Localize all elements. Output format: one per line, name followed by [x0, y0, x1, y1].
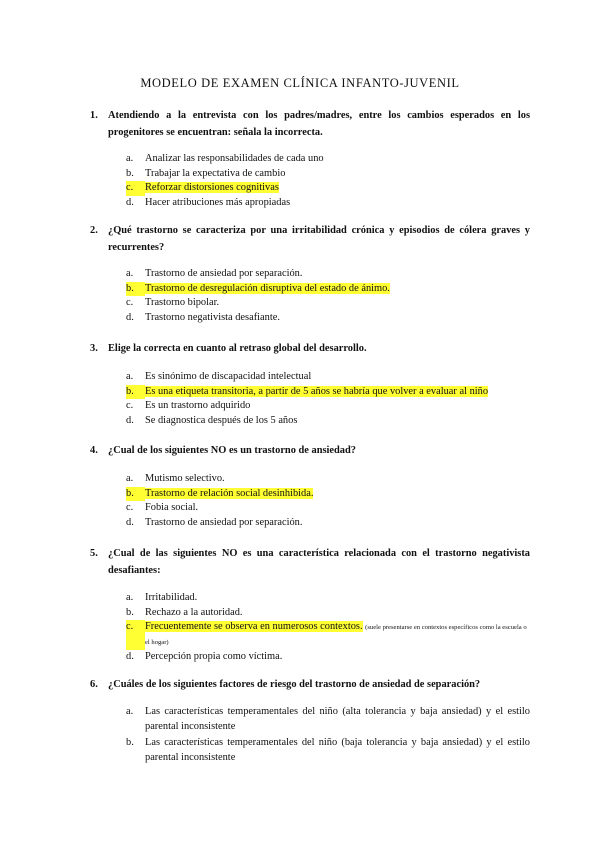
option-b [90, 487, 530, 502]
option-letter: d. [126, 414, 134, 426]
option-text: Hacer atribuciones más apropiadas [145, 196, 291, 208]
option-letter: a. [126, 371, 134, 382]
option-text: Se diagnostica después de los 5 años [145, 414, 298, 426]
option-b [90, 736, 530, 765]
option-letter: a. [126, 706, 134, 717]
option-letter: b. [126, 606, 134, 618]
question-number: 5. [90, 548, 98, 559]
option-text: Es sinónimo de discapacidad intelectual [145, 371, 312, 382]
option-letter: b. [126, 385, 145, 400]
option-c [90, 296, 530, 311]
answer-note: (suele presentarse en contextos específicos como la escuela o el hogar) [145, 624, 527, 647]
option-letter: c. [126, 620, 145, 650]
option-text: Trabajar la expectativa de cambio [145, 167, 286, 179]
highlighted-answer: Reforzar distorsiones cognitivas [145, 182, 279, 194]
option-text: Mutismo selectivo. [145, 473, 225, 484]
option-d [90, 311, 530, 326]
option-d [90, 516, 530, 531]
option-text: Las características temperamentales del niño (baja tolerancia y baja ansiedad) y el estilo parental inconsistente [145, 737, 530, 763]
option-letter: c. [126, 181, 145, 196]
option-d [90, 196, 530, 211]
option-letter: b. [126, 487, 145, 502]
question-text: ¿Qué trastorno se caracteriza por una irritabilidad crónica y episodios de cólera graves y recurrentes? [108, 225, 530, 253]
option-letter: a. [126, 268, 134, 279]
option-letter: c. [126, 297, 134, 309]
highlighted-answer: Trastorno de desregulación disruptiva del estado de ánimo. [145, 282, 390, 294]
option-letter: b. [126, 282, 145, 297]
option-text: Fobia social. [145, 502, 199, 514]
option-a [90, 267, 530, 282]
question-text: Elige la correcta en cuanto al retraso global del desarrollo. [108, 343, 367, 354]
question-3 [90, 340, 530, 428]
option-text: Irritabilidad. [145, 592, 198, 603]
option-text: Las características temperamentales del niño (alta tolerancia y baja ansiedad) y el estilo parental inconsistente [145, 706, 530, 732]
option-text: Trastorno negativista desafiante. [145, 311, 280, 323]
option-d [90, 414, 530, 429]
highlighted-answer: Frecuentemente se observa en numerosos contextos. [145, 621, 363, 633]
option-a [90, 705, 530, 734]
option-text: Percepción propia como víctima. [145, 651, 283, 663]
option-letter: d. [126, 516, 134, 528]
option-b [90, 385, 530, 400]
option-d [90, 650, 530, 665]
option-text: Trastorno bipolar. [145, 297, 220, 309]
option-a [90, 472, 530, 487]
option-letter: d. [126, 196, 134, 208]
option-text: Trastorno de ansiedad por separación. [145, 268, 303, 279]
question-text: ¿Cual de los siguientes NO es un trastorno de ansiedad? [108, 445, 356, 456]
question-text: ¿Cual de las siguientes NO es una característica relacionada con el trastorno negativista desafiantes: [108, 548, 530, 576]
question-text: ¿Cuáles de los siguientes factores de riesgo del trastorno de ansiedad de separación? [108, 679, 481, 690]
option-c [90, 501, 530, 516]
question-1 [90, 107, 530, 210]
option-letter: c. [126, 502, 134, 514]
page-title: MODELO DE EXAMEN CLÍNICA INFANTO-JUVENIL [140, 76, 460, 90]
option-letter: b. [126, 167, 134, 179]
option-c [90, 181, 530, 196]
option-b [90, 606, 530, 621]
option-a [90, 152, 530, 167]
question-2 [90, 222, 530, 325]
highlighted-answer: Trastorno de relación social desinhibida. [145, 487, 314, 499]
option-text: Rechazo a la autoridad. [145, 606, 243, 618]
option-c [90, 620, 530, 650]
question-text: Atendiendo a la entrevista con los padres/madres, entre los cambios esperados en los progenitores se encuentran: señala la incorrecta. [108, 110, 530, 138]
question-6 [90, 676, 530, 765]
option-letter: a. [126, 592, 134, 603]
option-b [90, 167, 530, 182]
option-c [90, 399, 530, 414]
option-letter: d. [126, 311, 134, 323]
option-b [90, 282, 530, 297]
option-letter: d. [126, 651, 134, 663]
option-text: Es un trastorno adquirido [145, 400, 251, 412]
option-a [90, 591, 530, 606]
option-text: Trastorno de ansiedad por separación. [145, 516, 303, 528]
question-number: 3. [90, 343, 98, 354]
question-number: 1. [90, 110, 98, 121]
highlighted-answer: Es una etiqueta transitoria, a partir de 5 años se habría que volver a evaluar al niño [145, 385, 489, 397]
option-letter: a. [126, 153, 134, 164]
question-number: 2. [90, 225, 98, 236]
question-5 [90, 545, 530, 665]
option-a [90, 370, 530, 385]
question-4 [90, 442, 530, 530]
option-letter: a. [126, 473, 134, 484]
option-text: Analizar las responsabilidades de cada uno [145, 153, 324, 164]
question-number: 6. [90, 679, 98, 690]
option-letter: b. [126, 737, 134, 749]
question-number: 4. [90, 445, 98, 456]
option-letter: c. [126, 400, 134, 412]
